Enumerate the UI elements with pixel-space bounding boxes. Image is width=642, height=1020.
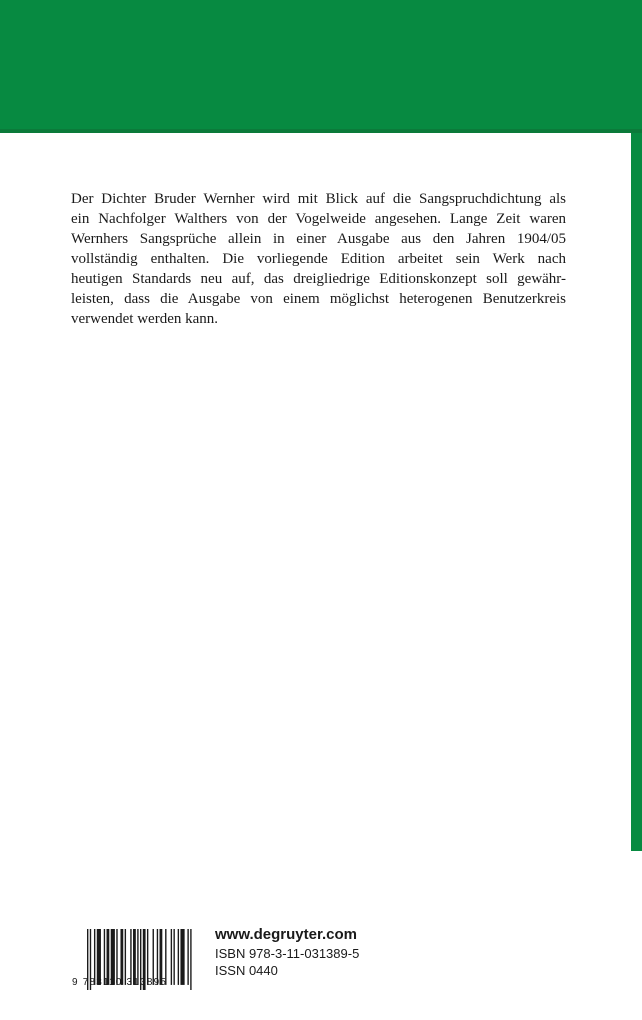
barcode-digits: 9 783110 313895	[72, 977, 168, 988]
publisher-website[interactable]: www.degruyter.com	[215, 926, 357, 943]
blurb-text	[71, 189, 566, 329]
blurb-line: vollständig enthalten. Die vorliegende Edition arbeitet sein Werk nach	[71, 251, 566, 267]
blurb-line: Wernhers Sangsprüche allein in einer Ausgabe aus den Jahren 1904/05	[71, 231, 566, 247]
isbn-number: ISBN 978-3-11-031389-5	[215, 946, 360, 961]
blurb-line: leisten, dass die Ausgabe von einem möglichst heterogenen Benutzerkreis	[71, 291, 566, 307]
issn-number: ISSN 0440	[215, 963, 278, 978]
blurb-line: heutigen Standards neu auf, das dreigliedrige Editionskonzept soll gewähr-	[71, 271, 566, 287]
blurb-line: Der Dichter Bruder Wernher wird mit Blick auf die Sangspruchdichtung als	[71, 191, 566, 207]
blurb-line: verwendet werden kann.	[71, 311, 219, 327]
blurb-line: ein Nachfolger Walthers von der Vogelweide angesehen. Lange Zeit waren	[71, 211, 566, 227]
green-side-strip	[631, 133, 642, 851]
green-header-band	[0, 0, 642, 133]
publisher-info	[215, 925, 359, 979]
